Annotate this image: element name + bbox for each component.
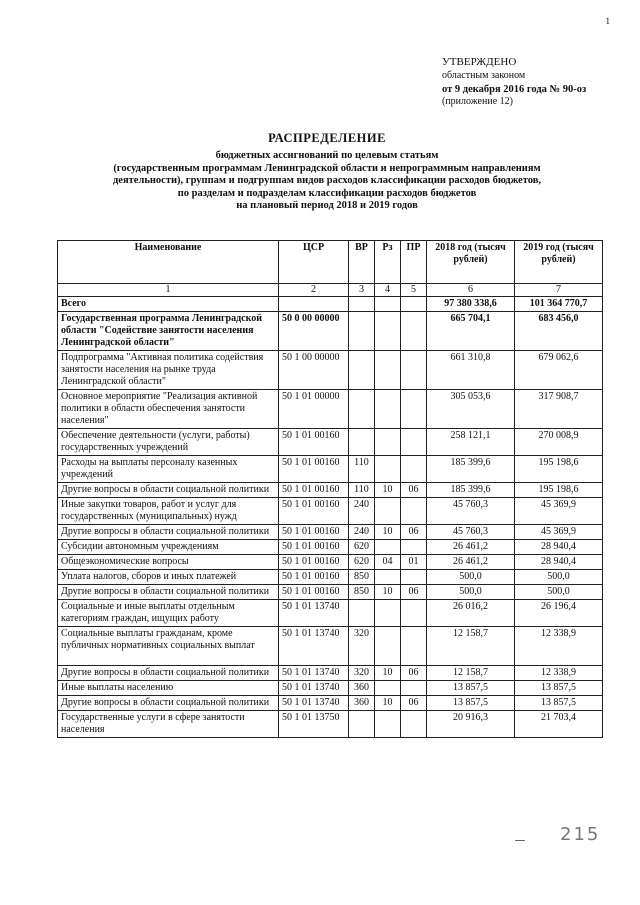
index-cell: 3 — [349, 284, 375, 297]
row-vr: 850 — [349, 570, 375, 585]
table-row — [58, 696, 603, 711]
row-2018: 45 760,3 — [427, 498, 515, 525]
table-row — [58, 681, 603, 696]
row-2019: 317 908,7 — [515, 390, 603, 429]
table-row — [58, 429, 603, 456]
margin-dash — [515, 840, 525, 841]
row-csr: 50 1 01 13750 — [279, 711, 349, 738]
row-2018: 13 857,5 — [427, 696, 515, 711]
row-csr: 50 1 01 00160 — [279, 525, 349, 540]
row-2019: 21 703,4 — [515, 711, 603, 738]
table-row — [58, 297, 603, 312]
header-name: Наименование — [58, 241, 279, 284]
row-rz — [375, 351, 401, 390]
row-vr: 240 — [349, 525, 375, 540]
row-name: Всего — [58, 297, 279, 312]
row-name: Другие вопросы в области социальной политики — [58, 666, 279, 681]
row-pr: 01 — [401, 555, 427, 570]
row-csr: 50 1 01 00000 — [279, 390, 349, 429]
row-csr: 50 1 01 00160 — [279, 540, 349, 555]
row-2019: 500,0 — [515, 570, 603, 585]
row-rz — [375, 570, 401, 585]
row-rz — [375, 297, 401, 312]
handwritten-page-number: 215 — [560, 824, 601, 845]
row-pr — [401, 570, 427, 585]
row-name: Подпрограмма "Активная политика содействия занятости населения на рынке труда Ленинградской области" — [58, 351, 279, 390]
row-2018: 12 158,7 — [427, 666, 515, 681]
row-pr: 06 — [401, 525, 427, 540]
row-2018: 500,0 — [427, 570, 515, 585]
table-row — [58, 312, 603, 351]
row-pr — [401, 390, 427, 429]
title-main: РАСПРЕДЕЛЕНИЕ — [268, 131, 386, 145]
row-rz: 10 — [375, 525, 401, 540]
row-csr: 50 1 01 13740 — [279, 600, 349, 627]
title-line: (государственным программам Ленинградской области и непрограммным направлениям — [113, 162, 541, 174]
table-row — [58, 498, 603, 525]
row-vr: 360 — [349, 696, 375, 711]
index-cell: 1 — [58, 284, 279, 297]
table-row — [58, 711, 603, 738]
row-csr: 50 1 01 13740 — [279, 666, 349, 681]
row-pr: 06 — [401, 666, 427, 681]
row-rz — [375, 627, 401, 666]
row-pr — [401, 540, 427, 555]
header-2018: 2018 год (тысяч рублей) — [427, 241, 515, 284]
row-2019: 101 364 770,7 — [515, 297, 603, 312]
row-rz: 10 — [375, 696, 401, 711]
row-rz — [375, 540, 401, 555]
row-rz — [375, 429, 401, 456]
row-pr: 06 — [401, 483, 427, 498]
row-rz — [375, 600, 401, 627]
row-pr — [401, 600, 427, 627]
row-name: Расходы на выплаты персоналу казенных учреждений — [58, 456, 279, 483]
approval-block — [442, 55, 586, 109]
row-pr — [401, 429, 427, 456]
approval-by: областным законом — [442, 70, 526, 81]
row-rz: 10 — [375, 666, 401, 681]
row-2019: 195 198,6 — [515, 456, 603, 483]
row-vr — [349, 351, 375, 390]
row-vr: 850 — [349, 585, 375, 600]
approval-date: от 9 декабря 2016 года № 90-оз — [442, 84, 587, 95]
table-index-row — [58, 284, 603, 297]
row-2018: 20 916,3 — [427, 711, 515, 738]
row-2018: 26 461,2 — [427, 540, 515, 555]
row-name: Другие вопросы в области социальной политики — [58, 696, 279, 711]
row-2018: 26 016,2 — [427, 600, 515, 627]
table-row — [58, 540, 603, 555]
row-2018: 12 158,7 — [427, 627, 515, 666]
index-cell: 5 — [401, 284, 427, 297]
row-csr: 50 1 01 00160 — [279, 456, 349, 483]
row-vr: 620 — [349, 555, 375, 570]
row-name: Общеэкономические вопросы — [58, 555, 279, 570]
header-vr: ВР — [349, 241, 375, 284]
row-name: Иные закупки товаров, работ и услуг для государственных (муниципальных) нужд — [58, 498, 279, 525]
row-rz: 10 — [375, 585, 401, 600]
page-number: 1 — [605, 16, 610, 26]
header-rz: Рз — [375, 241, 401, 284]
row-name: Государственная программа Ленинградской области "Содействие занятости населения Ленинградской области" — [58, 312, 279, 351]
title-line: бюджетных ассигнований по целевым статьям — [215, 150, 439, 161]
row-vr: 620 — [349, 540, 375, 555]
budget-table — [57, 240, 603, 738]
row-2019: 195 198,6 — [515, 483, 603, 498]
header-2019: 2019 год (тысяч рублей) — [515, 241, 603, 284]
row-vr: 110 — [349, 483, 375, 498]
row-name: Социальные и иные выплаты отдельным категориям граждан, ищущих работу — [58, 600, 279, 627]
row-csr: 50 0 00 00000 — [279, 312, 349, 351]
row-vr — [349, 390, 375, 429]
row-csr: 50 1 01 00160 — [279, 483, 349, 498]
row-csr: 50 1 01 00160 — [279, 429, 349, 456]
index-cell: 2 — [279, 284, 349, 297]
table-row — [58, 600, 603, 627]
row-2018: 500,0 — [427, 585, 515, 600]
table-row — [58, 585, 603, 600]
row-rz — [375, 456, 401, 483]
row-vr — [349, 312, 375, 351]
table-row — [58, 555, 603, 570]
row-pr: 06 — [401, 585, 427, 600]
index-cell: 4 — [375, 284, 401, 297]
row-2019: 26 196,4 — [515, 600, 603, 627]
row-csr: 50 1 01 13740 — [279, 681, 349, 696]
row-name: Другие вопросы в области социальной политики — [58, 483, 279, 498]
table-header-row — [58, 241, 603, 284]
row-2019: 45 369,9 — [515, 525, 603, 540]
row-2019: 12 338,9 — [515, 666, 603, 681]
row-2019: 679 062,6 — [515, 351, 603, 390]
table-row — [58, 570, 603, 585]
document-title — [72, 131, 582, 213]
row-pr — [401, 711, 427, 738]
row-rz: 04 — [375, 555, 401, 570]
row-name: Основное мероприятие "Реализация активной политики в области обеспечения занятости населения" — [58, 390, 279, 429]
row-2018: 661 310,8 — [427, 351, 515, 390]
table-row — [58, 627, 603, 666]
row-2018: 305 053,6 — [427, 390, 515, 429]
row-csr: 50 1 01 00160 — [279, 570, 349, 585]
row-2019: 28 940,4 — [515, 555, 603, 570]
row-2018: 97 380 338,6 — [427, 297, 515, 312]
table-row — [58, 351, 603, 390]
title-line: деятельности), группам и подгруппам видов расходов классификации расходов бюджетов, — [112, 175, 542, 186]
row-vr — [349, 711, 375, 738]
row-vr: 240 — [349, 498, 375, 525]
row-rz: 10 — [375, 483, 401, 498]
table-row — [58, 483, 603, 498]
row-pr — [401, 456, 427, 483]
header-pr: ПР — [401, 241, 427, 284]
table-row — [58, 390, 603, 429]
row-rz — [375, 312, 401, 351]
row-pr — [401, 297, 427, 312]
row-2018: 665 704,1 — [427, 312, 515, 351]
row-pr — [401, 627, 427, 666]
index-cell: 6 — [427, 284, 515, 297]
row-csr: 50 1 01 13740 — [279, 696, 349, 711]
table-row — [58, 525, 603, 540]
row-vr — [349, 600, 375, 627]
row-pr — [401, 681, 427, 696]
title-line: на плановый период 2018 и 2019 годов — [236, 200, 418, 211]
row-csr: 50 1 01 13740 — [279, 627, 349, 666]
row-2019: 12 338,9 — [515, 627, 603, 666]
row-vr: 360 — [349, 681, 375, 696]
row-name: Иные выплаты населению — [58, 681, 279, 696]
row-2019: 28 940,4 — [515, 540, 603, 555]
row-rz — [375, 498, 401, 525]
row-vr: 110 — [349, 456, 375, 483]
row-name: Государственные услуги в сфере занятости населения — [58, 711, 279, 738]
row-pr — [401, 351, 427, 390]
row-csr: 50 1 01 00160 — [279, 585, 349, 600]
row-2019: 270 008,9 — [515, 429, 603, 456]
table-row — [58, 456, 603, 483]
row-2018: 185 399,6 — [427, 456, 515, 483]
row-vr — [349, 297, 375, 312]
row-rz — [375, 681, 401, 696]
row-2019: 45 369,9 — [515, 498, 603, 525]
title-line: по разделам и подразделам классификации расходов бюджетов — [177, 187, 477, 199]
row-2019: 500,0 — [515, 585, 603, 600]
row-2018: 13 857,5 — [427, 681, 515, 696]
row-2018: 185 399,6 — [427, 483, 515, 498]
row-pr — [401, 312, 427, 351]
row-name: Другие вопросы в области социальной политики — [58, 585, 279, 600]
row-csr — [279, 297, 349, 312]
row-rz — [375, 390, 401, 429]
row-csr: 50 1 01 00160 — [279, 498, 349, 525]
row-2019: 13 857,5 — [515, 681, 603, 696]
row-csr: 50 1 01 00160 — [279, 555, 349, 570]
row-name: Уплата налогов, сборов и иных платежей — [58, 570, 279, 585]
row-vr: 320 — [349, 627, 375, 666]
row-name: Субсидии автономным учреждениям — [58, 540, 279, 555]
row-pr: 06 — [401, 696, 427, 711]
row-rz — [375, 711, 401, 738]
approval-title: УТВЕРЖДЕНО — [442, 56, 517, 68]
approval-appendix: (приложение 12) — [442, 96, 513, 107]
row-2018: 26 461,2 — [427, 555, 515, 570]
row-name: Другие вопросы в области социальной политики — [58, 525, 279, 540]
row-csr: 50 1 00 00000 — [279, 351, 349, 390]
header-csr: ЦСР — [279, 241, 349, 284]
row-2019: 683 456,0 — [515, 312, 603, 351]
index-cell: 7 — [515, 284, 603, 297]
row-vr — [349, 429, 375, 456]
row-2019: 13 857,5 — [515, 696, 603, 711]
row-2018: 258 121,1 — [427, 429, 515, 456]
row-pr — [401, 498, 427, 525]
row-name: Обеспечение деятельности (услуги, работы) государственных учреждений — [58, 429, 279, 456]
table-row — [58, 666, 603, 681]
row-vr: 320 — [349, 666, 375, 681]
row-name: Социальные выплаты гражданам, кроме публичных нормативных социальных выплат — [58, 627, 279, 666]
row-2018: 45 760,3 — [427, 525, 515, 540]
